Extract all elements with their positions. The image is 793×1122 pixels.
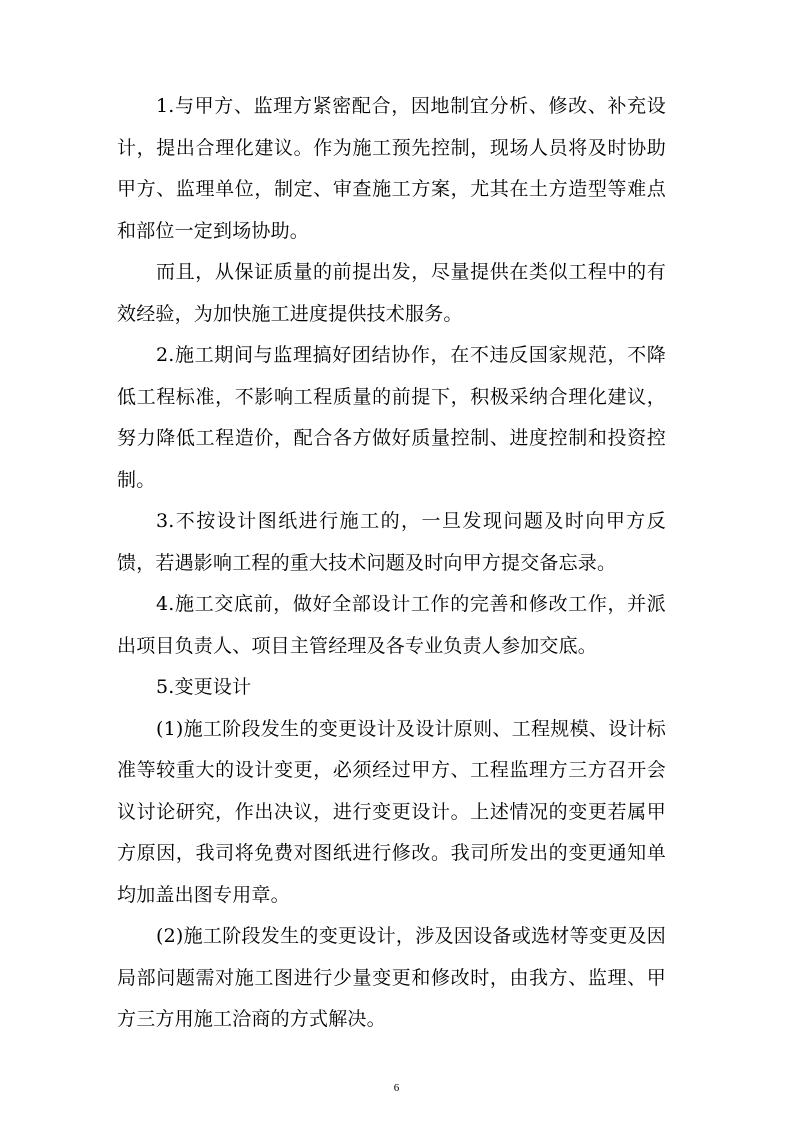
paragraph-6: (1)施工阶段发生的变更设计及设计原则、工程规模、设计标准等较重大的设计变更，必须经过甲方、工程监理方三方召开会议讨论研究，作出决议，进行变更设计。上述情况的变更若属甲方原因，我司将免费对图纸进行修改。我司所发出的变更通知单均加盖出图专用章。	[117, 717, 666, 906]
page-number: 6	[393, 1082, 400, 1094]
section-heading-change-design: 5.变更设计	[156, 676, 252, 698]
paragraph-2: 而且，从保证质量的前提出发，尽量提供在类似工程中的有效经验，为加快施工进度提供技术服务。	[117, 261, 666, 325]
document-body	[117, 86, 666, 1041]
paragraph-4: 3.不按设计图纸进行施工的，一旦发现问题及时向甲方反馈，若遇影响工程的重大技术问题及时向甲方提交备忘录。	[117, 510, 666, 574]
paragraph-1: 1.与甲方、监理方紧密配合，因地制宜分析、修改、补充设计，提出合理化建议。作为施工预先控制，现场人员将及时协助甲方、监理单位，制定、审查施工方案，尤其在土方造型等难点和部位一定到场协助。	[117, 95, 666, 242]
paragraph-7: (2)施工阶段发生的变更设计，涉及因设备或选材等变更及因局部问题需对施工图进行少量变更和修改时，由我方、监理、甲方三方用施工洽商的方式解决。	[117, 925, 666, 1030]
paragraph-5: 4.施工交底前，做好全部设计工作的完善和修改工作，并派出项目负责人、项目主管经理及各专业负责人参加交底。	[117, 593, 666, 657]
paragraph-3: 2.施工期间与监理搞好团结协作，在不违反国家规范，不降低工程标准，不影响工程质量的前提下，积极采纳合理化建议，努力降低工程造价，配合各方做好质量控制、进度控制和投资控制。	[117, 344, 666, 491]
